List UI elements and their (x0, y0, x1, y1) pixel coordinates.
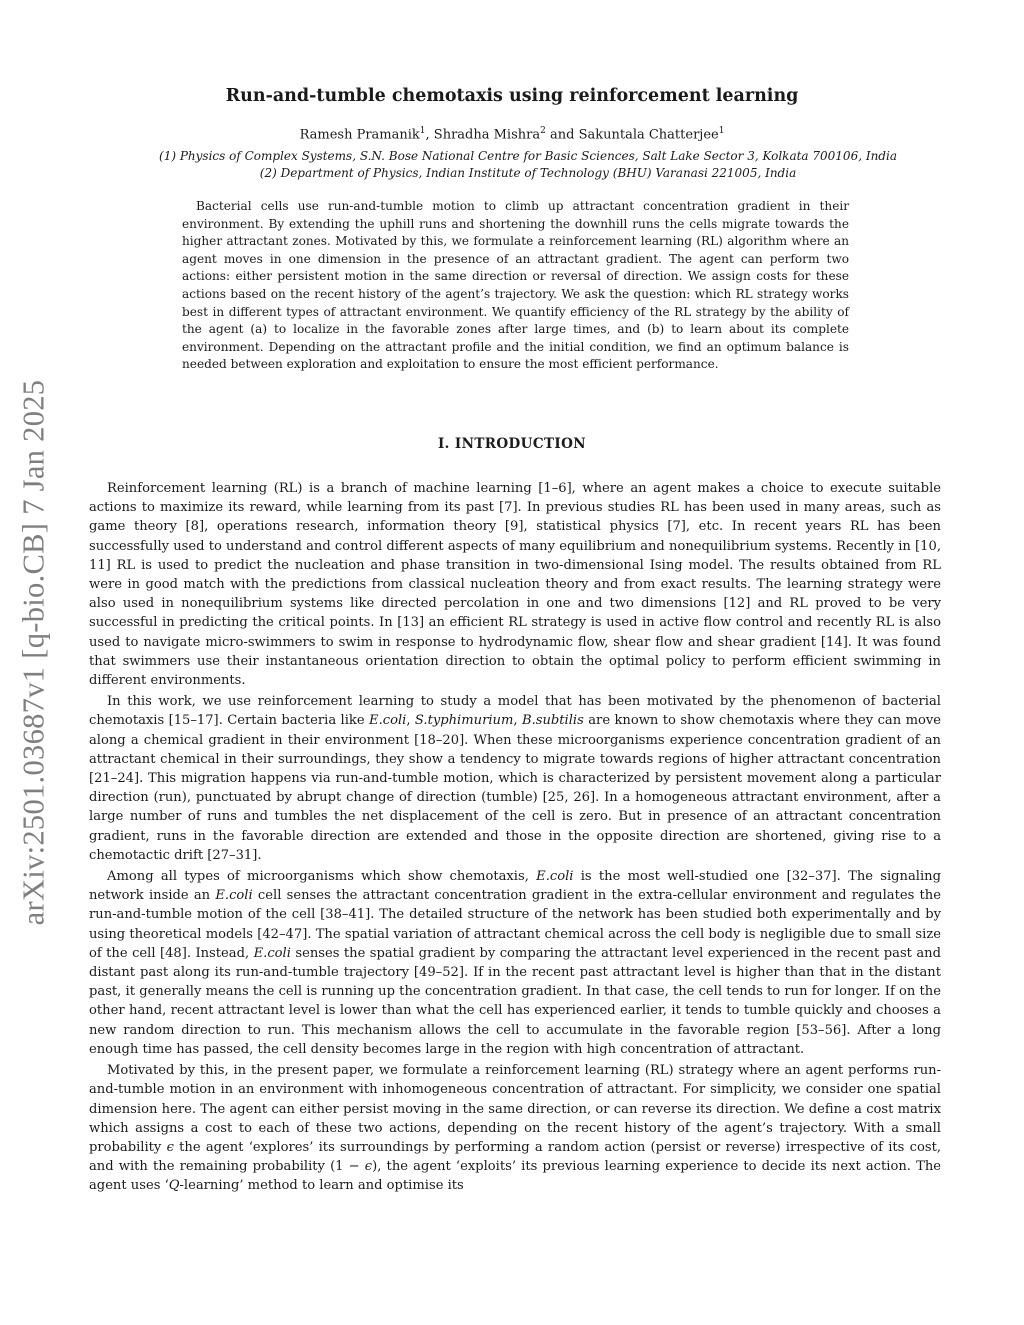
arxiv-stamp (12, 322, 56, 982)
author-name: Shradha Mishra (433, 127, 541, 143)
paragraph: In this work, we use reinforcement learning to study a model that has been motivated by the phenomenon of bacterial chemotaxis [15–17]. Certain bacteria like E.coli, S.typhimurium, B.subtilis are known to show chemotaxis where they can move along a chemical gradient in their environment [18–20]. When these microorganisms experience concentration gradient of an attractant chemical in their surroundings, they show a tendency to migrate towards regions of higher attractant concentration [21–24]. This migration happens via run-and-tumble motion, which is characterized by persistent movement along a particular direction (run), punctuated by abrupt change of direction (tumble) [25, 26]. In a homogeneous attractant environment, after a large number of runs and tumbles the net displacement of the cell is zero. But in presence of an attractant concentration gradient, runs in the favorable direction are extended and those in the opposite direction are shortened, giving rise to a chemotactic drift [27–31]. (89, 694, 942, 863)
abstract: Bacterial cells use run-and-tumble motion to climb up attractant concentration gradient in their environment. By extending the uphill runs and shortening the downhill runs the cells migrate towards the higher attractant zones. Motivated by this, we formulate a reinforcement learning (RL) algorithm where an agent moves in one dimension in the presence of an attractant gradient. The agent can perform two actions: either persistent motion in the same direction or reversal of direction. We assign costs for these actions based on the recent history of the agent’s trajectory. We ask the question: which RL strategy works best in different types of attractant environment. We quantify efficiency of the RL strategy by the ability of the agent (a) to localize in the favorable zones after large times, and (b) to learn about its complete environment. Depending on the attractant profile and the initial condition, we find an optimum balance is needed between exploration and exploitation to ensure the most efficient performance. (182, 199, 849, 372)
affiliation-mark: 2 (540, 126, 546, 136)
author-separator: and (545, 127, 579, 143)
author-name: Ramesh Pramanik (299, 127, 420, 143)
author-name: Sakuntala Chatterjee (578, 127, 719, 143)
affiliation-1: (1) Physics of Complex Systems, S.N. Bose National Centre for Basic Sciences, Salt Lake Sector 3, Kolkata 700106, India (159, 149, 897, 163)
affiliation-2: (2) Department of Physics, Indian Institute of Technology (BHU) Varanasi 221005, India (259, 166, 797, 180)
paragraph: Among all types of microorganisms which show chemotaxis, E.coli is the most well-studied one [32–37]. The signaling network inside an E.coli cell senses the attractant concentration gradient in the extra-cellular environment and regulates the run-and-tumble motion of the cell [38–41]. The detailed structure of the network has been studied both experimentally and by using theoretical models [42–47]. The spatial variation of attractant chemical across the cell body is negligible due to small size of the cell [48]. Instead, E.coli senses the spatial gradient by comparing the attractant level experienced in the recent past and distant past along its run-and-tumble trajectory [49–52]. If in the recent past attractant level is higher than that in the distant past, it generally means the cell is running up the concentration gradient. In that case, the cell tends to run for longer. If on the other hand, recent attractant level is lower than what the cell has experienced earlier, it tends to tumble quickly and chooses a new random direction to run. This mechanism allows the cell to accumulate in the favorable region [53–56]. After a long enough time has passed, the cell density becomes large in the region with high concentration of attractant. (89, 869, 941, 1057)
affiliation-mark: 1 (419, 126, 426, 136)
affiliation-mark: 1 (718, 126, 725, 136)
author-list (0, 126, 1024, 142)
introduction-body (89, 479, 941, 1196)
arxiv-identifier: arXiv:2501.03687v1 [q-bio.CB] 7 Jan 2025 (16, 379, 51, 925)
paper-title: Run-and-tumble chemotaxis using reinforcement learning (225, 86, 799, 106)
author-separator: , (425, 127, 434, 143)
paragraph: Reinforcement learning (RL) is a branch of machine learning [1–6], where an agent makes a choice to execute suitable actions to maximize its reward, while learning from its past [7]. In previous studies RL has been used in many areas, such as game theory [8], operations research, information theory [9], statistical physics [7], etc. In recent years RL has been successfully used to understand and control different aspects of many equilibrium and nonequilibrium systems. Recently in [10, 11] RL is used to predict the nucleation and phase transition in two-dimensional Ising model. The results obtained from RL were in good match with the predictions from classical nucleation theory and from exact results. The learning strategy were also used in nonequilibrium systems like directed percolation in one and two dimensions [12] and RL proved to be very successful in predicting the critical points. In [13] an efficient RL strategy is used in active flow control and recently RL is also used to navigate micro-swimmers to swim in response to hydrodynamic flow, shear flow and shear gradient [14]. It was found that swimmers use their instantaneous orientation direction to obtain the optimal policy to perform efficient swimming in different environments. (89, 481, 941, 689)
paragraph: Motivated by this, in the present paper, we formulate a reinforcement learning (RL) strategy where an agent performs run-and-tumble motion in an environment with inhomogeneous concentration of attractant. For simplicity, we consider one spatial dimension here. The agent can either persist moving in the same direction, or can reverse its direction. We define a cost matrix which assigns a cost to each of these two actions, depending on the recent history of the agent’s trajectory. With a small probability ϵ the agent ‘explores’ its surroundings by performing a random action (persist or reverse) irrespective of its cost, and with the remaining probability (1 − ϵ), the agent ‘exploits’ its previous learning experience to decide its next action. The agent uses ‘Q-learning’ method to learn and optimise its (89, 1063, 942, 1194)
section-heading-introduction: I. INTRODUCTION (437, 436, 587, 452)
